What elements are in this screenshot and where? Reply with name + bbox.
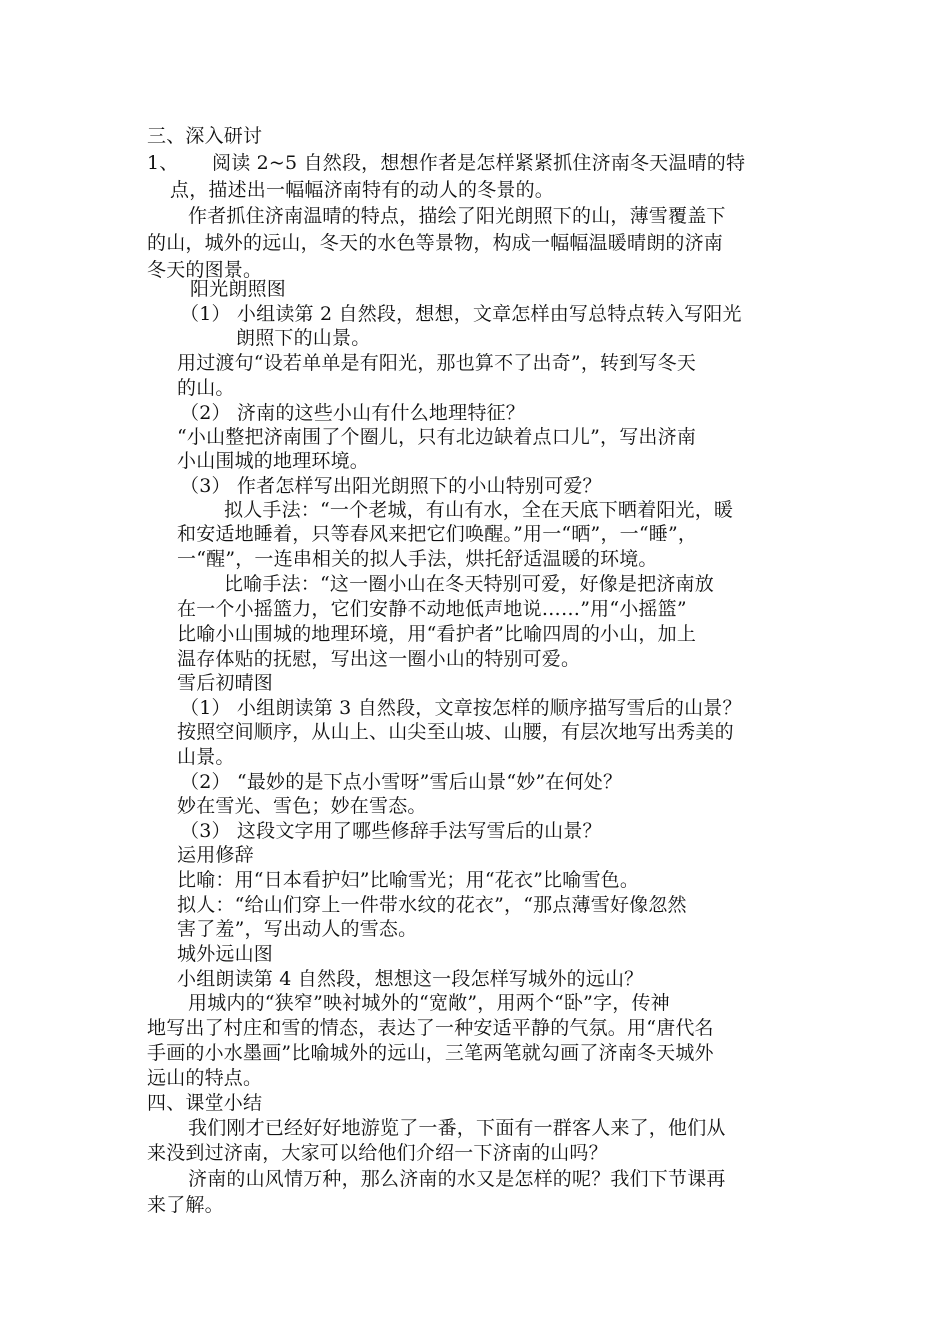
- paragraph-line: 用城内的“狭窄”映衬城外的“宽敞”，用两个“卧”字，传神: [188, 992, 670, 1014]
- question-line: （1） 小组读第 2 自然段，想想，文章怎样由写总特点转入写阳光: [180, 303, 742, 325]
- answer-line: 一“醒”，一连串相关的拟人手法，烘托舒适温暖的环境。: [177, 548, 658, 570]
- question-line: （2） 济南的这些小山有什么地理特征？: [180, 402, 525, 424]
- subheading: 城外远山图: [177, 943, 274, 965]
- paragraph-line: 济南的山风情万种，那么济南的水又是怎样的呢？我们下节课再: [188, 1168, 726, 1190]
- answer-line: 在一个小摇篮力，它们安静不动地低声地说……”用“小摇篮”: [177, 598, 687, 620]
- list-number-1: 1、: [147, 152, 179, 174]
- paragraph-line: 的山，城外的远山，冬天的水色等景物，构成一幅幅温暖晴朗的济南: [147, 232, 724, 254]
- subheading: 阳光朗照图: [190, 278, 287, 300]
- question-line: 小组朗读第 4 自然段，想想这一段怎样写城外的远山？: [177, 968, 644, 990]
- question-line: 朗照下的山景。: [236, 327, 371, 349]
- answer-line: “小山整把济南围了个圈儿，只有北边缺着点口儿”，写出济南: [177, 426, 697, 448]
- answer-line: 拟人：“给山们穿上一件带水纹的花衣”，“那点薄雪好像忽然: [177, 894, 687, 916]
- answer-line: 山景。: [177, 746, 235, 768]
- text-line: 阅读 2~5 自然段，想想作者是怎样紧紧抓住济南冬天温晴的特: [212, 152, 746, 174]
- subheading: 雪后初晴图: [177, 672, 274, 694]
- answer-line: 用过渡句“设若单单是有阳光，那也算不了出奇”，转到写冬天: [177, 352, 697, 374]
- question-line: （1） 小组朗读第 3 自然段，文章按怎样的顺序描写雪后的山景？: [180, 697, 742, 719]
- paragraph-line: 作者抓住济南温晴的特点，描绘了阳光朗照下的山，薄雪覆盖下: [188, 205, 726, 227]
- answer-line: 比喻：用“日本看护妇”比喻雪光；用“花衣”比喻雪色。: [177, 869, 640, 891]
- answer-line: 和安适地睡着，只等春风来把它们唤醒。”用一“晒”，一“睡”，: [177, 523, 698, 545]
- answer-line: 温存体贴的抚慰，写出这一圈小山的特别可爱。: [177, 648, 581, 670]
- section-heading-3: 三、深入研讨: [147, 125, 263, 147]
- answer-line: 小山围城的地理环境。: [177, 450, 370, 472]
- paragraph-line: 远山的特点。: [147, 1067, 263, 1089]
- question-line: （2） “最妙的是下点小雪呀”雪后山景“妙”在何处？: [180, 771, 623, 793]
- answer-line: 害了羞”，写出动人的雪态。: [177, 918, 418, 940]
- paragraph-line: 我们刚才已经好好地游览了一番，下面有一群客人来了，他们从: [188, 1117, 726, 1139]
- answer-line: 的山。: [177, 377, 235, 399]
- section-heading-4: 四、课堂小结: [147, 1092, 263, 1114]
- question-line: （3） 这段文字用了哪些修辞手法写雪后的山景？: [180, 820, 602, 842]
- answer-line: 拟人手法：“一个老城，有山有水，全在天底下晒着阳光，暖: [224, 499, 734, 521]
- paragraph-line: 冬天的图景。: [147, 259, 263, 281]
- answer-line: 按照空间顺序，从山上、山尖至山坡、山腰，有层次地写出秀美的: [177, 721, 734, 743]
- text-line: 点，描述出一幅幅济南特有的动人的冬景的。: [170, 179, 555, 201]
- question-line: （3） 作者怎样写出阳光朗照下的小山特别可爱？: [180, 475, 602, 497]
- paragraph-line: 手画的小水墨画”比喻城外的远山，三笔两笔就勾画了济南冬天城外: [147, 1042, 714, 1064]
- answer-line: 比喻小山围城的地理环境，用“看护者”比喻四周的小山，加上: [177, 623, 697, 645]
- answer-line: 妙在雪光、雪色；妙在雪态。: [177, 795, 427, 817]
- paragraph-line: 来没到过济南，大家可以给他们介绍一下济南的山吗？: [147, 1142, 608, 1164]
- answer-line: 运用修辞: [177, 844, 254, 866]
- paragraph-line: 来了解。: [147, 1194, 224, 1216]
- answer-line: 比喻手法：“这一圈小山在冬天特别可爱，好像是把济南放: [224, 573, 714, 595]
- paragraph-line: 地写出了村庄和雪的情态，表达了一种安适平静的气氛。用“唐代名: [147, 1017, 714, 1039]
